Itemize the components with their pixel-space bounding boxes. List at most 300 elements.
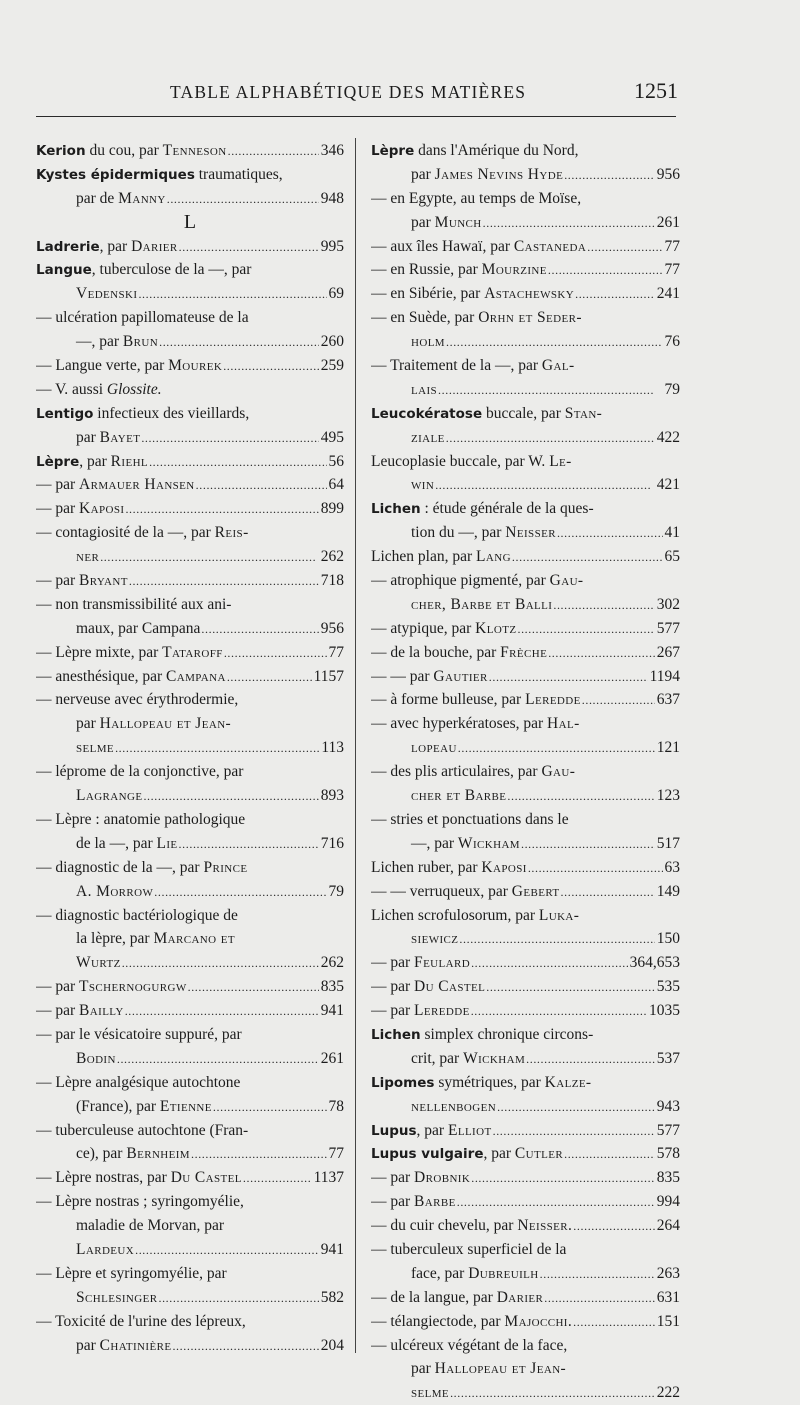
entry-text-part: — atrophique pigmenté, par — [371, 572, 550, 590]
entry-text — [411, 1095, 496, 1119]
entry-text — [36, 1262, 227, 1286]
entry-text-part: traumatiques, — [194, 165, 283, 183]
entry-author: Lang — [476, 548, 511, 566]
entry-page-number: 899 — [320, 500, 344, 518]
entry-author: Barbe — [414, 1193, 456, 1211]
entry-page-number: 995 — [320, 237, 344, 255]
entry-text-part: — de la bouche, par — [371, 643, 501, 661]
entry-text-part: par — [411, 213, 435, 231]
index-entry — [371, 927, 680, 951]
entry-author: Riehl — [110, 452, 149, 470]
entry-text — [411, 1357, 566, 1381]
entry-author: Kaposi — [79, 500, 125, 518]
entry-page-number: 495 — [320, 428, 344, 446]
dot-leader — [540, 1263, 655, 1286]
index-entry — [371, 617, 680, 641]
entry-page-number: 1194 — [649, 667, 680, 685]
entry-page-number: 537 — [656, 1049, 680, 1067]
entry-heading: Lupus vulgaire — [371, 1146, 484, 1163]
dot-leader — [587, 236, 662, 259]
index-entry — [371, 665, 680, 689]
entry-author: Wurtz — [76, 954, 121, 972]
index-entry — [36, 497, 344, 521]
entry-text-part: — Lèpre analgésique autochtone — [36, 1073, 241, 1091]
entry-author: Feulard — [414, 954, 471, 972]
entry-page-number: 716 — [320, 834, 344, 852]
index-entry — [371, 402, 680, 426]
dot-leader — [450, 1382, 655, 1405]
index-entry — [371, 354, 680, 378]
entry-page-number: 948 — [320, 189, 344, 207]
entry-author: Marcano et — [153, 930, 236, 948]
entry-text — [371, 235, 586, 259]
entry-text — [76, 880, 153, 904]
entry-author: Elliot — [447, 1121, 492, 1139]
entry-text — [36, 688, 238, 712]
index-entry — [371, 1190, 680, 1214]
dot-leader — [196, 474, 327, 497]
entry-text-part: crit, par — [411, 1049, 464, 1067]
entry-text — [411, 330, 445, 354]
entry-text — [371, 665, 488, 689]
column-divider — [355, 138, 356, 1353]
index-entry — [36, 402, 344, 426]
entry-author: Lie — [156, 834, 178, 852]
entry-text — [371, 1119, 492, 1143]
entry-page-number: 78 — [328, 1097, 344, 1115]
dot-leader — [553, 594, 654, 617]
dot-leader — [483, 212, 655, 235]
entry-page-number: 69 — [328, 285, 344, 303]
entry-heading: Lichen — [371, 1026, 421, 1043]
entry-page-number: 422 — [656, 428, 680, 446]
entry-text-part: simplex chronique circons- — [420, 1025, 594, 1043]
entry-text-part: — en Russie, par — [371, 261, 482, 279]
entry-text-part: — par — [36, 476, 80, 494]
entry-text-part: infectieux des vieillards, — [93, 404, 250, 422]
entry-text — [76, 712, 231, 736]
dot-leader — [435, 474, 655, 497]
dot-leader — [573, 1215, 654, 1238]
entry-text — [36, 402, 249, 426]
entry-text — [76, 1286, 157, 1310]
entry-text — [411, 1262, 539, 1286]
entry-text-part: — par — [36, 500, 80, 518]
entry-page-number: 123 — [656, 787, 680, 805]
dot-leader — [224, 642, 327, 665]
entry-text-part: du cou, par — [85, 142, 163, 159]
dot-leader — [135, 1239, 319, 1262]
index-entry — [36, 593, 344, 617]
dot-leader — [154, 881, 326, 904]
entry-author: Hallopeau et Jean- — [99, 715, 232, 733]
entry-author: siewicz — [411, 930, 459, 948]
entry-author: Prince — [203, 858, 248, 876]
entry-text-part: de la —, par — [76, 834, 157, 852]
dot-leader — [227, 666, 312, 689]
index-entry — [36, 354, 344, 378]
entry-text-part: dans l'Amérique du Nord, — [414, 142, 579, 159]
entry-text — [371, 1166, 470, 1190]
entry-text — [411, 163, 563, 187]
entry-author: Gal- — [541, 357, 575, 375]
entry-page-number: 149 — [656, 882, 680, 900]
entry-heading: Lichen — [371, 501, 421, 518]
entry-page-number: 346 — [320, 142, 344, 159]
index-entry — [36, 951, 344, 975]
entry-page-number: 56 — [328, 452, 344, 470]
entry-text — [76, 330, 158, 354]
entry-text-part: face, par — [411, 1264, 469, 1282]
entry-text — [36, 378, 162, 402]
index-entry — [371, 1071, 680, 1095]
index-entry — [371, 832, 680, 856]
entry-text — [36, 665, 226, 689]
entry-page-number: 64 — [328, 476, 344, 494]
index-entry — [36, 856, 344, 880]
entry-text-part: — Lèpre nostras ; syringomyélie, — [36, 1193, 244, 1211]
entry-author: ziale — [411, 428, 445, 446]
dot-leader — [517, 618, 654, 641]
index-entry — [371, 712, 680, 736]
entry-text — [371, 1286, 543, 1310]
entry-text-part: — du cuir chevelu, par — [371, 1217, 518, 1235]
entry-text-part: Lichen scrofulosorum, par — [371, 906, 539, 924]
entry-heading: Lentigo — [36, 405, 94, 422]
entry-text-part: par — [411, 165, 435, 183]
entry-author: Chatinière — [99, 1336, 172, 1354]
entry-text — [76, 927, 235, 951]
dot-leader — [486, 976, 655, 999]
dot-leader — [159, 331, 319, 354]
entry-text — [36, 139, 227, 163]
entry-page-number: 264 — [656, 1217, 680, 1235]
entry-heading: Leucokératose — [371, 405, 483, 422]
entry-text — [411, 473, 434, 497]
entry-text — [36, 593, 231, 617]
entry-text-part: — — verruqueux, par — [371, 882, 512, 900]
entry-text-part: — Lèpre : anatomie pathologique — [36, 810, 246, 828]
entry-page-number: 261 — [656, 213, 680, 231]
running-header: TABLE ALPHABÉTIQUE DES MATIÈRES — [170, 82, 527, 102]
entry-author: Darier — [496, 1288, 544, 1306]
entry-text-part: — nerveuse avec érythrodermie, — [36, 691, 239, 709]
entry-text — [371, 545, 511, 569]
entry-page-number: 76 — [664, 333, 680, 351]
entry-page-number: 535 — [656, 978, 680, 996]
index-entry — [36, 808, 344, 832]
index-entry — [371, 1047, 680, 1071]
index-entry — [371, 306, 680, 330]
entry-page-number: 113 — [321, 739, 344, 757]
entry-author: Majocchi. — [504, 1312, 573, 1330]
dot-leader — [117, 1048, 319, 1071]
index-entry — [36, 688, 344, 712]
entry-author: Bailly — [79, 1002, 124, 1020]
entry-heading: Ladrerie — [36, 238, 100, 255]
entry-text — [76, 1095, 212, 1119]
entry-page-number: 1137 — [313, 1169, 344, 1187]
entry-page-number: 151 — [656, 1312, 680, 1330]
entry-text-part: — tuberculeux superficiel de la — [371, 1240, 567, 1258]
index-entry — [36, 1023, 344, 1047]
entry-author: Stan- — [564, 404, 603, 422]
entry-text-part: — télangiectode, par — [371, 1312, 505, 1330]
entry-text-part: — par — [371, 978, 415, 996]
entry-page-number: 262 — [320, 548, 344, 566]
dot-leader — [188, 976, 319, 999]
entry-cross-ref: Glossite. — [106, 380, 162, 398]
dot-leader — [548, 642, 655, 665]
entry-author: Tataroff — [162, 643, 223, 661]
entry-text-part: ce), par — [76, 1145, 127, 1163]
dot-leader — [228, 140, 319, 163]
entry-text-part: — Langue verte, par — [36, 357, 169, 375]
index-entry — [371, 1142, 680, 1166]
entry-author: Frèche — [500, 643, 548, 661]
entry-text — [371, 975, 485, 999]
index-entry — [36, 1047, 344, 1071]
index-entry — [371, 497, 680, 521]
entry-author: Lagrange — [76, 787, 143, 805]
entry-text-part: — en Suède, par — [371, 309, 479, 327]
index-entry — [371, 1119, 680, 1143]
entry-text — [371, 1071, 592, 1095]
index-entry — [36, 1166, 344, 1190]
index-entry — [371, 473, 680, 497]
entry-text — [76, 187, 166, 211]
entry-text — [411, 426, 445, 450]
index-entry — [371, 951, 680, 975]
index-entry — [371, 760, 680, 784]
entry-text-part: tion du —, par — [411, 524, 506, 542]
entry-text — [371, 951, 470, 975]
entry-text-part: buccale, par — [482, 404, 565, 422]
dot-leader — [179, 236, 319, 259]
entry-text-part: — atypique, par — [371, 619, 476, 637]
dot-leader — [512, 546, 663, 569]
entry-text — [36, 641, 223, 665]
entry-author: Munch — [434, 213, 482, 231]
entry-text-part: , par — [483, 1145, 515, 1163]
index-entry — [36, 235, 344, 259]
entry-author: Tschernogurgw — [79, 978, 187, 996]
entry-text-part: par de — [76, 189, 119, 207]
dot-leader — [459, 928, 654, 951]
entry-author: Le- — [549, 452, 572, 470]
entry-page-number: 835 — [656, 1169, 680, 1187]
entry-text — [371, 617, 516, 641]
entry-text — [76, 832, 178, 856]
entry-text — [76, 1047, 116, 1071]
entry-text — [76, 1214, 224, 1238]
index-entry — [36, 1238, 344, 1262]
entry-author: A. Morrow — [76, 882, 154, 900]
index-entry — [36, 617, 344, 641]
dot-leader — [243, 1167, 312, 1190]
entry-page-number: 994 — [656, 1193, 680, 1211]
entry-text — [371, 712, 580, 736]
index-entry — [371, 521, 680, 545]
entry-text-part: par — [411, 1360, 435, 1378]
entry-text — [36, 999, 124, 1023]
index-entry — [36, 784, 344, 808]
entry-text — [36, 521, 249, 545]
dot-leader — [489, 666, 648, 689]
index-entry — [371, 187, 680, 211]
entry-text — [36, 163, 283, 187]
entry-page-number: 260 — [320, 333, 344, 351]
entry-heading: Lèpre — [371, 143, 415, 159]
index-entry — [371, 258, 680, 282]
header-rule — [36, 116, 676, 117]
index-entry — [36, 1071, 344, 1095]
entry-page-number: 263 — [656, 1264, 680, 1282]
entry-text — [36, 306, 249, 330]
entry-author: nellenbogen — [411, 1097, 497, 1115]
entry-text-part: — léprome de la conjonctive, par — [36, 763, 244, 781]
index-entry — [371, 282, 680, 306]
entry-page-number: 582 — [320, 1288, 344, 1306]
entry-text — [411, 927, 458, 951]
entry-text-part: maladie de Morvan, par — [76, 1217, 225, 1235]
entry-text-part: — par le vésicatoire suppuré, par — [36, 1025, 242, 1043]
entry-page-number: 77 — [664, 237, 680, 255]
entry-text — [36, 1166, 242, 1190]
index-entry — [36, 641, 344, 665]
dot-leader — [191, 1143, 327, 1166]
entry-author: Kalze- — [544, 1073, 592, 1091]
entry-page-number: 261 — [320, 1049, 344, 1067]
entry-author: selme — [76, 739, 115, 757]
entry-author: Mourzine — [481, 261, 547, 279]
entry-text-part: — par — [36, 572, 80, 590]
entry-text-part: — diagnostic bactériologique de — [36, 906, 238, 924]
entry-author: Mourek — [168, 357, 223, 375]
entry-page-number: 956 — [656, 165, 680, 183]
entry-text-part: par — [76, 1336, 100, 1354]
entry-text — [371, 641, 547, 665]
entry-page-number: 65 — [664, 548, 680, 566]
entry-text — [371, 258, 547, 282]
entry-author: Brun — [122, 333, 159, 351]
entry-author: cher, Barbe et Balli — [411, 595, 553, 613]
entry-text — [371, 880, 560, 904]
index-entry — [371, 426, 680, 450]
entry-page-number: 1157 — [313, 667, 344, 685]
index-entry — [36, 1286, 344, 1310]
entry-author: Leredde — [414, 1002, 470, 1020]
entry-text — [76, 736, 114, 760]
entry-author: Lardeux — [76, 1240, 135, 1258]
entry-heading: Kerion — [36, 143, 86, 159]
entry-heading: Kystes épidermiques — [36, 166, 195, 183]
entry-author: Bryant — [79, 572, 128, 590]
index-entry — [36, 187, 344, 211]
dot-leader — [446, 331, 663, 354]
index-entry — [36, 1095, 344, 1119]
dot-leader — [446, 427, 655, 450]
entry-author: Wickham — [463, 1049, 526, 1067]
index-entry — [371, 1238, 680, 1262]
entry-text — [36, 904, 238, 928]
entry-author: Hal- — [547, 715, 580, 733]
index-entry — [36, 712, 344, 736]
dot-leader — [122, 952, 319, 975]
entry-text-part: — non transmissibilité aux ani- — [36, 595, 232, 613]
entry-text-part: — Lèpre nostras, par — [36, 1169, 171, 1187]
entry-author: Neisser. — [517, 1217, 573, 1235]
entry-text — [36, 235, 178, 259]
dot-leader — [561, 881, 655, 904]
entry-author: Luka- — [538, 906, 580, 924]
entry-page-number: 718 — [320, 572, 344, 590]
entry-author: Bodin — [76, 1049, 116, 1067]
entry-text — [371, 904, 579, 928]
dot-leader — [573, 1311, 655, 1334]
entry-text-part: — en Sibérie, par — [371, 285, 485, 303]
entry-page-number: 637 — [656, 691, 680, 709]
entry-text — [411, 521, 556, 545]
index-entry — [371, 1262, 680, 1286]
entry-text — [371, 497, 594, 521]
index-entry — [36, 450, 344, 474]
entry-page-number: 631 — [656, 1288, 680, 1306]
dot-leader — [125, 1000, 319, 1023]
entry-text — [36, 808, 245, 832]
entry-text-part: — Lèpre mixte, par — [36, 643, 163, 661]
dot-leader — [458, 737, 655, 760]
entry-text-part: — Traitement de la —, par — [371, 357, 542, 375]
entry-page-number: 262 — [320, 954, 344, 972]
index-entry — [36, 521, 344, 545]
entry-text — [411, 1381, 449, 1405]
entry-text — [371, 1334, 567, 1358]
entry-text — [76, 784, 142, 808]
entry-page-number: 77 — [328, 643, 344, 661]
entry-page-number: 364,653 — [629, 954, 680, 972]
entry-text — [76, 282, 137, 306]
index-entry — [371, 975, 680, 999]
entry-text — [371, 450, 572, 474]
dot-leader — [493, 1120, 655, 1143]
entry-heading: Langue — [36, 262, 92, 279]
entry-text — [76, 1142, 190, 1166]
index-entry — [371, 736, 680, 760]
entry-text-part: , par — [416, 1121, 448, 1139]
entry-page-number: 517 — [656, 834, 680, 852]
entry-text-part: — stries et ponctuations dans le — [371, 810, 569, 828]
entry-text-part: , par — [99, 237, 132, 255]
entry-text-part: — — par — [371, 667, 434, 685]
entry-author: Darier — [131, 237, 178, 255]
entry-text-part: la lèpre, par — [76, 930, 154, 948]
dot-leader — [115, 737, 319, 760]
index-entry — [371, 641, 680, 665]
entry-text — [411, 593, 552, 617]
entry-text — [371, 282, 574, 306]
entry-page-number: 150 — [656, 930, 680, 948]
index-entry — [371, 235, 680, 259]
entry-author: Bayet — [99, 428, 141, 446]
left-column — [36, 139, 344, 1357]
entry-text — [371, 760, 575, 784]
entry-author: Gautier — [433, 667, 488, 685]
dot-leader — [564, 164, 655, 187]
index-entry — [36, 258, 344, 282]
index-entry — [36, 1190, 344, 1214]
right-column — [371, 139, 680, 1405]
